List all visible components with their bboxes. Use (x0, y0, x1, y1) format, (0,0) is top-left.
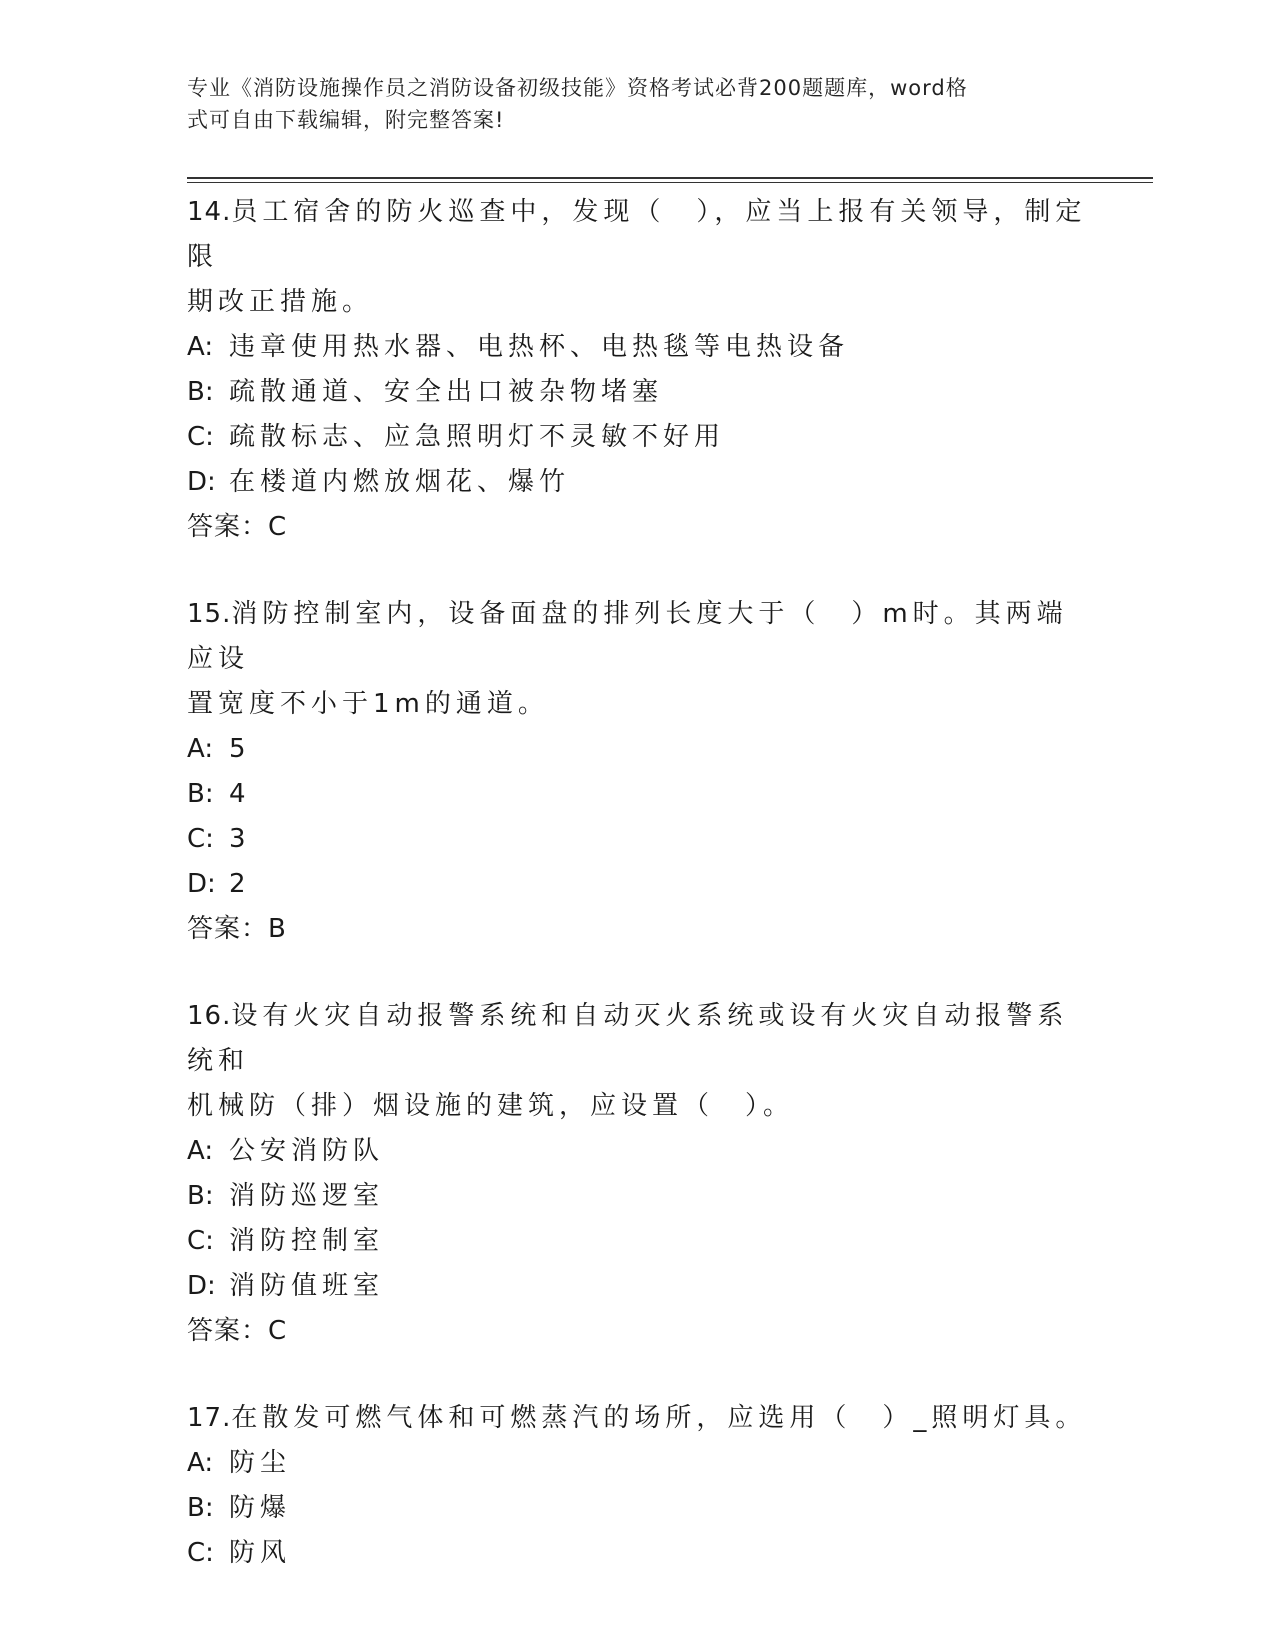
option-a (187, 727, 1087, 772)
question-number: 16. (187, 1001, 232, 1031)
option-c (187, 1219, 1087, 1264)
option-letter: B: (187, 1181, 214, 1211)
option-text: 2 (229, 869, 251, 899)
question-17 (187, 1396, 1087, 1576)
option-letter: A: (187, 734, 214, 764)
option-text: 防尘 (229, 1448, 292, 1478)
option-text: 在楼道内燃放烟花、爆竹 (229, 467, 571, 497)
option-b (187, 1486, 1087, 1531)
question-stem-line-1: 设有火灾自动报警系统和自动灭火系统或设有火灾自动报警系统和 (187, 1001, 1069, 1076)
option-text: 消防控制室 (229, 1226, 385, 1256)
option-text: 3 (229, 824, 251, 854)
answer-line: 答案：C (187, 512, 288, 542)
question-stem (187, 592, 1087, 682)
option-d (187, 862, 1087, 907)
option-text: 4 (229, 779, 251, 809)
option-c (187, 817, 1087, 862)
question-14 (187, 190, 1087, 550)
option-a (187, 325, 1087, 370)
option-letter: C: (187, 1226, 214, 1256)
option-letter: B: (187, 779, 214, 809)
header-line-1: 专业《消防设施操作员之消防设备初级技能》资格考试必背200题题库，word格 (187, 76, 968, 100)
option-a (187, 1129, 1087, 1174)
option-text: 防爆 (229, 1493, 292, 1523)
option-letter: D: (187, 869, 216, 899)
option-b (187, 772, 1087, 817)
question-stem-line-1: 员工宿舍的防火巡查中，发现（ ），应当上报有关领导，制定限 (187, 197, 1087, 272)
question-stem (187, 1396, 1087, 1441)
option-text: 防风 (229, 1538, 292, 1568)
question-stem-line-1: 在散发可燃气体和可燃蒸汽的场所，应选用（ ）_照明灯具。 (231, 1403, 1087, 1433)
option-letter: C: (187, 824, 214, 854)
option-letter: D: (187, 1271, 216, 1301)
option-d (187, 1264, 1087, 1309)
option-letter: B: (187, 377, 214, 407)
question-number: 14. (187, 197, 232, 227)
question-number: 17. (187, 1403, 232, 1433)
option-letter: C: (187, 422, 214, 452)
option-letter: A: (187, 332, 214, 362)
answer-line: 答案：C (187, 1316, 288, 1346)
option-d (187, 460, 1087, 505)
question-stem-line-1: 消防控制室内，设备面盘的排列长度大于（ ）m时。其两端应设 (187, 599, 1068, 674)
option-text: 消防值班室 (229, 1271, 385, 1301)
option-text: 疏散标志、应急照明灯不灵敏不好用 (229, 422, 726, 452)
option-letter: C: (187, 1538, 214, 1568)
question-15 (187, 592, 1087, 952)
header-divider (187, 177, 1153, 183)
option-letter: A: (187, 1448, 214, 1478)
option-a (187, 1441, 1087, 1486)
question-stem (187, 190, 1087, 280)
option-text: 5 (229, 734, 251, 764)
question-number: 15. (187, 599, 232, 629)
answer-line: 答案：B (187, 914, 287, 944)
question-stem (187, 994, 1087, 1084)
header-line-2: 式可自由下载编辑，附完整答案! (187, 108, 505, 132)
question-stem-line-2: 期改正措施。 (187, 287, 374, 317)
option-c (187, 415, 1087, 460)
question-list (187, 190, 1087, 1618)
option-text: 消防巡逻室 (229, 1181, 385, 1211)
option-text: 违章使用热水器、电热杯、电热毯等电热设备 (229, 332, 850, 362)
option-text: 疏散通道、安全出口被杂物堵塞 (229, 377, 664, 407)
option-letter: A: (187, 1136, 214, 1166)
document-header (187, 72, 1087, 136)
option-text: 公安消防队 (229, 1136, 385, 1166)
option-letter: B: (187, 1493, 214, 1523)
option-b (187, 370, 1087, 415)
option-b (187, 1174, 1087, 1219)
option-c (187, 1531, 1087, 1576)
question-stem-line-2: 机械防（排）烟设施的建筑，应设置（ ）。 (187, 1091, 795, 1121)
option-letter: D: (187, 467, 216, 497)
question-stem-line-2: 置宽度不小于1m的通道。 (187, 689, 549, 719)
question-16 (187, 994, 1087, 1354)
